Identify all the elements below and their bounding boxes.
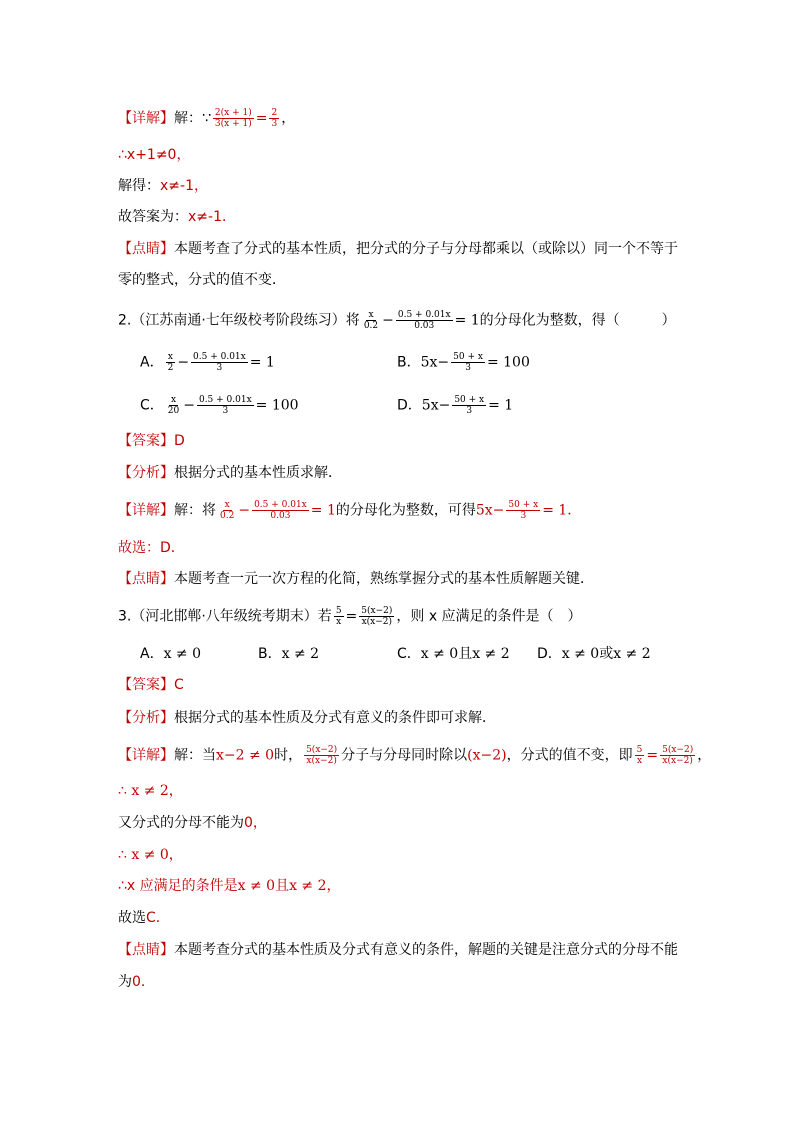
equals: = 1 xyxy=(454,312,480,329)
comment-text: 本题考查一元一次方程的化简，熟练掌握分式的基本性质解题关键． xyxy=(174,571,594,587)
equals: = 100 xyxy=(255,397,299,414)
option-label: D． xyxy=(537,646,562,662)
option-text: x ≠ 0且x ≠ 2 xyxy=(420,646,510,662)
fraction: $\frac{5}{x}$ xyxy=(335,606,342,627)
value: 0， xyxy=(244,815,267,831)
fraction: $\frac{x}{20}$ xyxy=(167,395,180,416)
answer-value: C xyxy=(174,677,184,693)
q3-stem xyxy=(118,606,582,627)
fraction: $\frac{5(x-2)}{x(x-2)}$ xyxy=(361,606,393,627)
q3-option-c[interactable] xyxy=(397,644,510,664)
expr: 5x− xyxy=(421,397,451,414)
analysis-text: 根据分式的基本性质求解． xyxy=(174,465,342,481)
q3-line3 xyxy=(118,813,267,833)
comment-tag: 【点睛】 xyxy=(118,571,174,587)
q1-line4 xyxy=(118,207,236,227)
text: 故答案为： xyxy=(118,209,188,225)
option-text: x ≠ 0或x ≠ 2 xyxy=(561,646,651,662)
q2-comment xyxy=(118,569,594,589)
comment-text: 本题考查分式的基本性质及分式有意义的条件，解题的关键是注意分式的分母不能 xyxy=(174,942,678,958)
detail-text: 时， xyxy=(274,747,303,764)
detail-text: 的分母化为整数，可得 xyxy=(335,502,476,519)
fraction: $\frac{50 + x}{3}$ xyxy=(454,395,485,416)
q2-detail xyxy=(118,500,581,521)
comment-tag: 【点睛】 xyxy=(118,942,174,958)
q1-line2: ∴x+1≠0， xyxy=(118,147,191,163)
fraction: $\frac{5}{x}$ xyxy=(636,745,643,766)
stem-text: 2.（江苏南通·七年级校考阶段练习）将 xyxy=(118,312,360,329)
punct: ， xyxy=(281,110,296,127)
q3-option-d[interactable] xyxy=(537,644,651,664)
q2-option-c[interactable]: C． $\frac{x}{20}$ − $\frac{0.5 + 0.01x}{3}$ = 100 xyxy=(140,395,299,416)
option-label: A． xyxy=(140,646,164,662)
option-label: C． xyxy=(140,397,164,414)
text: ∴x 应满足的条件是 xyxy=(118,878,238,894)
detail-text: ，分式的值不变，即 xyxy=(506,747,633,764)
analysis-text: 根据分式的基本性质及分式有意义的条件即可求解． xyxy=(174,710,496,726)
answer-tag: 【答案】 xyxy=(118,433,174,449)
q3-answer xyxy=(118,675,184,695)
fraction: $\frac{5(x-2)}{x(x-2)}$ xyxy=(306,745,338,766)
detail-tag: 【详解】 xyxy=(118,747,174,764)
comment-text: 本题考查了分式的基本性质，把分式的分子与分母都乘以（或除以）同一个不等于 xyxy=(174,241,678,257)
option-label: D． xyxy=(397,397,422,414)
option-text: x ≠ 0 xyxy=(163,646,202,662)
comment-tag: 【点睛】 xyxy=(118,241,174,257)
detail-tag: 【详解】 xyxy=(118,110,174,127)
fraction: $\frac{5(x-2)}{x(x-2)}$ xyxy=(662,745,694,766)
expr: 5x− xyxy=(475,502,505,519)
equals: = 1 xyxy=(310,502,336,519)
stem-text: 的分母化为整数，得（ ） xyxy=(479,312,676,329)
q3-line2: ∴ x ≠ 2， xyxy=(118,783,183,799)
q2-analysis xyxy=(118,463,342,483)
equals: = 1． xyxy=(542,502,582,519)
text: 又分式的分母不能为 xyxy=(118,815,244,831)
q3-option-a[interactable] xyxy=(140,644,201,664)
option-label: C． xyxy=(397,646,421,662)
answer-tag: 【答案】 xyxy=(118,677,174,693)
detail-prefix: 解：∵ xyxy=(174,110,211,127)
fraction: $\frac{50 + x}{3}$ xyxy=(453,352,483,373)
equals: = 1 xyxy=(249,354,275,371)
equals: = 100 xyxy=(486,354,530,371)
option-label: A． xyxy=(140,354,164,371)
fraction: $\frac{0.5 + 0.01x}{0.03}$ xyxy=(254,500,307,521)
expr: 5x− xyxy=(420,354,450,371)
q1-comment-2: 零的整式，分式的值不变． xyxy=(118,272,286,288)
q1-line3 xyxy=(118,176,208,196)
option-label: B． xyxy=(397,354,421,371)
fraction: $\frac{0.5 + 0.01x}{0.03}$ xyxy=(397,310,451,331)
detail-tag: 【详解】 xyxy=(118,502,174,519)
option-label: B． xyxy=(258,646,282,662)
fraction: $\frac{50 + x}{3}$ xyxy=(508,500,539,521)
value: x ≠ 0且x ≠ 2， xyxy=(237,878,341,894)
text: 故选 xyxy=(118,910,146,926)
value: 0． xyxy=(132,974,155,990)
q1-comment-1 xyxy=(118,239,678,259)
text: 解得： xyxy=(118,178,160,194)
equals: = xyxy=(345,608,358,625)
q3-comment-1 xyxy=(118,940,678,960)
q3-analysis xyxy=(118,708,496,728)
stem-text: 3.（河北邯郸·八年级统考期末）若 xyxy=(118,608,332,625)
detail-text: 解：将 xyxy=(174,502,216,519)
fraction: $\frac{0.5 + 0.01x}{3}$ xyxy=(198,395,252,416)
analysis-tag: 【分析】 xyxy=(118,465,174,481)
fraction: $\frac{x}{0.2}$ xyxy=(363,310,379,331)
fraction: $\frac{x}{2}$ xyxy=(167,352,174,373)
analysis-tag: 【分析】 xyxy=(118,710,174,726)
q3-line5 xyxy=(118,876,341,896)
q2-option-d[interactable] xyxy=(397,395,513,416)
q2-choose: 故选：D． xyxy=(118,540,185,556)
equals: = xyxy=(255,110,268,127)
value: x≠-1． xyxy=(188,209,236,225)
equals: = xyxy=(646,747,659,764)
q2-option-a[interactable]: A． $\frac{x}{2}$ − $\frac{0.5 + 0.01x}{3}$ = 1 xyxy=(140,352,275,373)
fraction: $\frac{0.5 + 0.01x}{3}$ xyxy=(193,352,246,373)
punct: ， xyxy=(697,747,712,764)
value: x≠-1， xyxy=(160,178,208,194)
q3-comment-2 xyxy=(118,972,155,992)
fraction: $\frac{x}{0.2}$ xyxy=(220,500,235,521)
q3-line4: ∴ x ≠ 0， xyxy=(118,847,183,863)
equals: = 1 xyxy=(488,397,514,414)
q2-answer xyxy=(118,431,185,451)
option-text: x ≠ 2 xyxy=(281,646,320,662)
q3-line6 xyxy=(118,908,170,928)
condition: x−2 ≠ 0 xyxy=(216,747,275,764)
value: C． xyxy=(146,910,170,926)
q2-option-b[interactable] xyxy=(397,352,530,373)
minus: − xyxy=(238,502,251,519)
text: 为 xyxy=(118,974,132,990)
answer-value: D xyxy=(174,433,185,449)
fraction: $\frac{2}{3}$ xyxy=(271,108,278,129)
q3-detail xyxy=(118,745,711,766)
divisor: (x−2) xyxy=(467,747,507,764)
minus: − xyxy=(382,312,394,329)
detail-text: 解：当 xyxy=(174,747,216,764)
fraction: $\frac{2(x + 1)}{3(x + 1)}$ xyxy=(214,108,252,129)
q3-option-b[interactable] xyxy=(258,644,319,664)
stem-text: ，则 x 应满足的条件是（ ） xyxy=(396,608,582,625)
q2-stem xyxy=(118,310,676,331)
q1-detail-line xyxy=(118,108,295,129)
detail-text: 分子与分母同时除以 xyxy=(341,747,468,764)
